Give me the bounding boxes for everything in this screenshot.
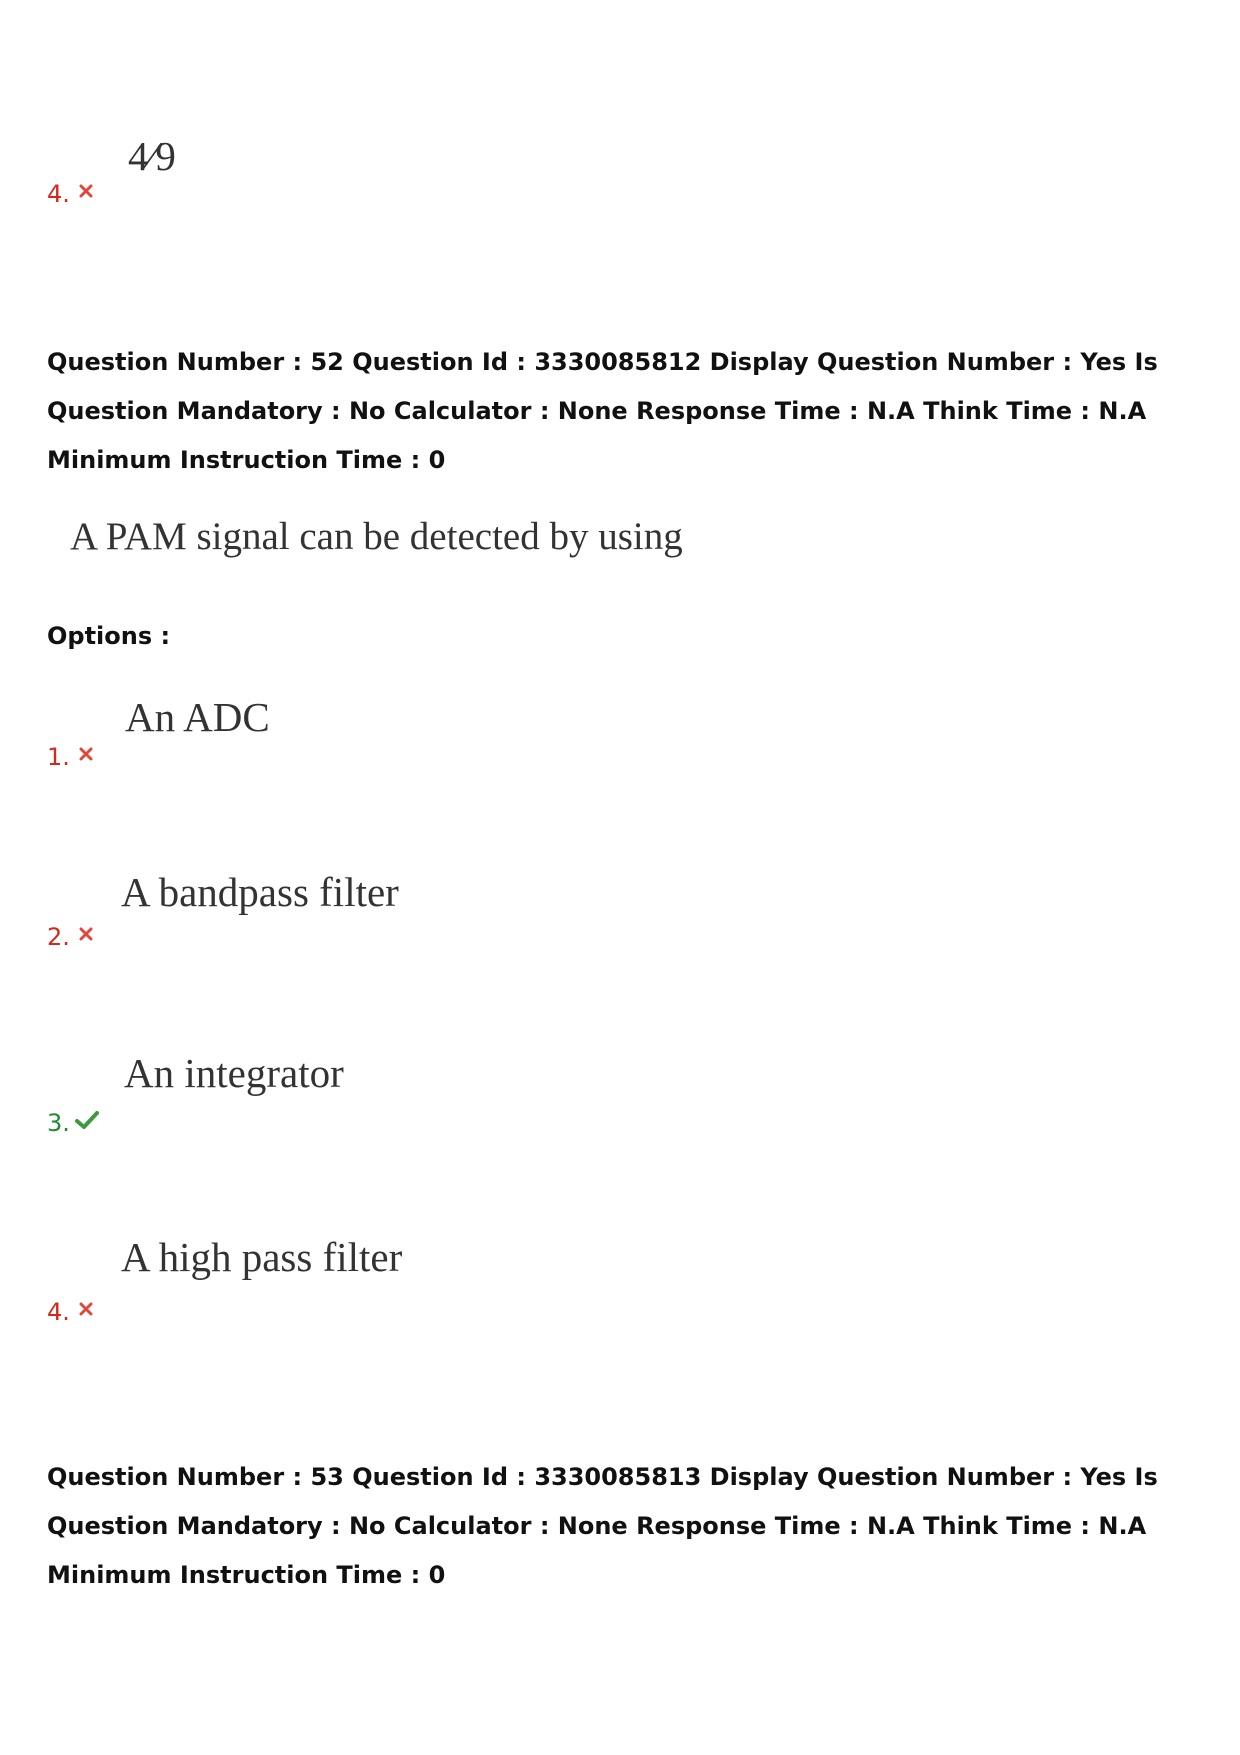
cross-icon: [79, 747, 93, 761]
question-text: A PAM signal can be detected by using: [70, 515, 683, 558]
option-text: An ADC: [125, 694, 270, 740]
cross-icon: [79, 927, 93, 941]
option-text: A bandpass filter: [121, 869, 399, 915]
option-text: A high pass filter: [121, 1234, 403, 1280]
cross-icon: [79, 184, 93, 198]
option-number: 2.: [47, 923, 70, 951]
question-meta: Question Number : 53 Question Id : 3330085813 Display Question Number : Yes Is Question Mandatory : No Calculator : None Response Time : N.A Think Time : N.A Minimum Instruction Time : 0: [47, 1463, 1158, 1589]
option-text: 4⁄9: [128, 133, 176, 179]
question-meta: Question Number : 52 Question Id : 3330085812 Display Question Number : Yes Is Question Mandatory : No Calculator : None Response Time : N.A Think Time : N.A Minimum Instruction Time : 0: [47, 348, 1158, 474]
option-number: 1.: [47, 743, 70, 771]
options-label: Options :: [47, 622, 171, 650]
option-number: 4.: [47, 1298, 70, 1326]
option-number: 4.: [47, 180, 70, 208]
cross-icon: [79, 1302, 93, 1316]
option-text: An integrator: [124, 1050, 344, 1096]
check-icon: [75, 1110, 99, 1130]
option-number: 3.: [47, 1109, 70, 1137]
